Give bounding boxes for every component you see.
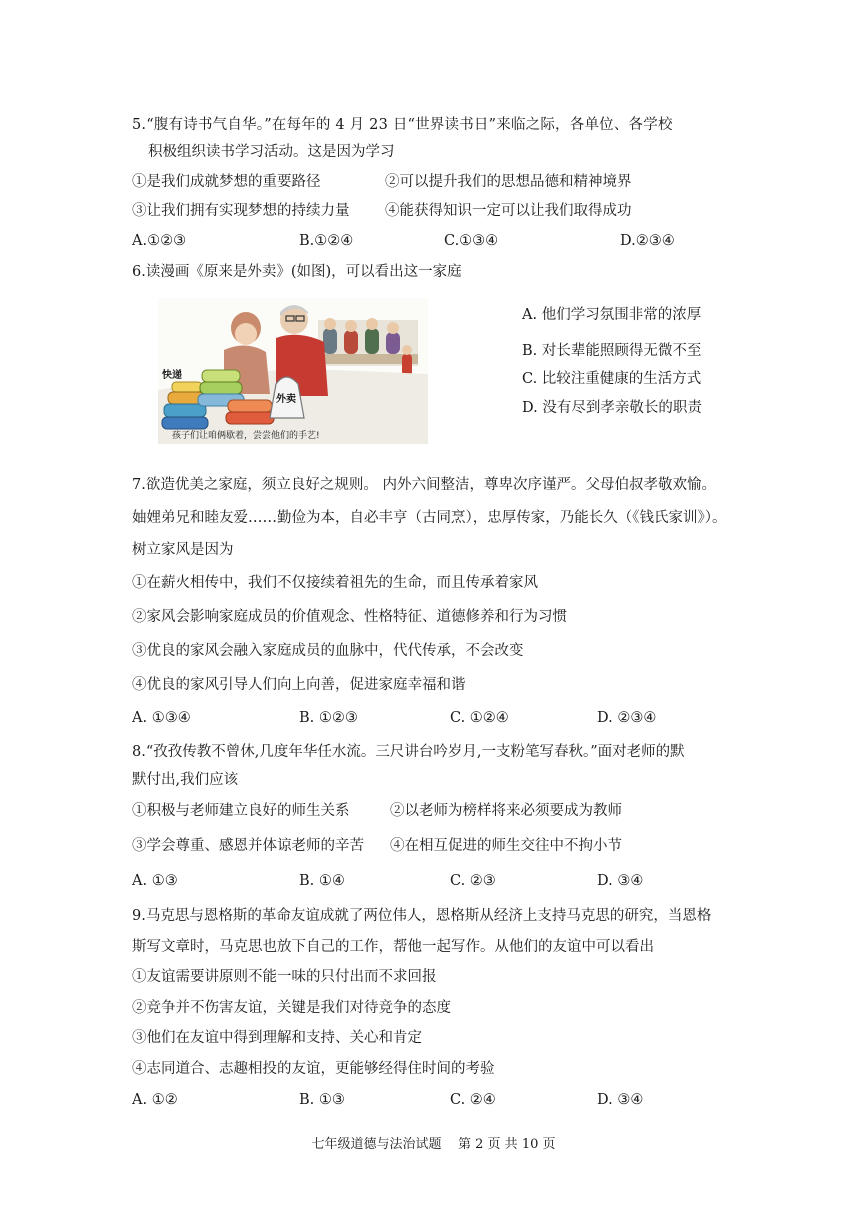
q5-option-c: C.①③④ bbox=[444, 233, 499, 249]
q8-option-c: C. ②③ bbox=[450, 873, 496, 889]
page-footer: 七年级道德与法治试题 第 2 页 共 10 页 bbox=[311, 1137, 556, 1152]
q7-options bbox=[0, 708, 867, 728]
q8-statement-4: ④在相互促进的师生交往中不拘小节 bbox=[390, 838, 622, 854]
q7-option-d: D. ②③④ bbox=[597, 710, 657, 726]
q8-option-a: A. ①③ bbox=[132, 873, 178, 889]
q5-option-a: A.①②③ bbox=[132, 233, 187, 249]
q6-option-c: C. 比较注重健康的生活方式 bbox=[522, 371, 702, 387]
q9-option-d: D. ③④ bbox=[597, 1092, 644, 1108]
q9-option-c: C. ②④ bbox=[450, 1092, 496, 1108]
q6-option-b: B. 对长辈能照顾得无微不至 bbox=[522, 343, 702, 359]
q8-statement-2: ②以老师为榜样将来必须要成为教师 bbox=[390, 803, 622, 819]
q5-options bbox=[0, 231, 867, 251]
q6-option-d: D. 没有尽到孝亲敬长的职责 bbox=[522, 400, 702, 416]
q7-statement-4: ④优良的家风引导人们向上向善，促进家庭幸福和谐 bbox=[132, 677, 466, 693]
q7-statement-2: ②家风会影响家庭成员的价值观念、性格特征、道德修养和行为习惯 bbox=[132, 609, 567, 625]
q5-option-b: B.①②④ bbox=[299, 233, 354, 249]
q5-stem-line1: 5.“腹有诗书气自华。”在每年的 4 月 23 日“世界读书日”来临之际，各单位、各学校 bbox=[132, 117, 673, 133]
q5-statement-2: ②可以提升我们的思想品德和精神境界 bbox=[385, 174, 632, 190]
q8-option-d: D. ③④ bbox=[597, 873, 644, 889]
q7-statement-1: ①在薪火相传中，我们不仅接续着祖先的生命，而且传承着家风 bbox=[132, 575, 538, 591]
q8-stem-line1: 8.“孜孜传教不曾休,几度年华任水流。三尺讲台吟岁月,一支粉笔写春秋。”面对老师的默 bbox=[132, 744, 685, 760]
q9-statement-1: ①友谊需要讲原则不能一味的只付出而不求回报 bbox=[132, 969, 437, 985]
q6-option-a: A. 他们学习氛围非常的浓厚 bbox=[522, 307, 702, 323]
q9-option-a: A. ①② bbox=[132, 1092, 178, 1108]
q7-stem-line1: 7.欲造优美之家庭，须立良好之规则。 内外六间整洁，尊卑次序谨严。父母伯叔孝敬欢愉。 bbox=[132, 477, 716, 493]
q9-statement-3: ③他们在友谊中得到理解和支持、关心和肯定 bbox=[132, 1030, 422, 1046]
q9-stem-line1: 9.马克思与恩格斯的革命友谊成就了两位伟人，恩格斯从经济上支持马克思的研究，当恩格 bbox=[132, 908, 712, 924]
q6-cartoon-image bbox=[158, 298, 428, 444]
q7-stem-line2: 妯娌弟兄和睦友爱……勤俭为本，自必丰亨（古同烹），忠厚传家，乃能长久（《钱氏家训》）。 bbox=[132, 510, 727, 526]
q6-stem: 6.读漫画《原来是外卖》(如图)，可以看出这一家庭 bbox=[132, 264, 462, 280]
q7-option-b: B. ①②③ bbox=[299, 710, 358, 726]
q5-stem-line2: 积极组织读书学习活动。这是因为学习 bbox=[148, 144, 395, 160]
q8-stem-line2: 默付出,我们应该 bbox=[132, 772, 239, 788]
q7-option-c: C. ①②④ bbox=[450, 710, 509, 726]
label-takeout: 外卖 bbox=[276, 394, 296, 405]
q5-statement-3: ③让我们拥有实现梦想的持续力量 bbox=[132, 203, 350, 219]
q8-statement-3: ③学会尊重、感恩并体谅老师的辛苦 bbox=[132, 838, 364, 854]
q8-options bbox=[0, 871, 867, 891]
q8-statement-1: ①积极与老师建立良好的师生关系 bbox=[132, 803, 350, 819]
q5-option-d: D.②③④ bbox=[620, 233, 675, 249]
q7-stem-line3: 树立家风是因为 bbox=[132, 542, 234, 558]
q9-statement-2: ②竞争并不伤害友谊，关键是我们对待竞争的态度 bbox=[132, 1000, 451, 1016]
q9-options bbox=[0, 1090, 867, 1110]
q7-statement-3: ③优良的家风会融入家庭成员的血脉中，代代传承，不会改变 bbox=[132, 643, 524, 659]
q5-statement-4: ④能获得知识一定可以让我们取得成功 bbox=[385, 203, 632, 219]
q9-option-b: B. ①③ bbox=[299, 1092, 345, 1108]
q9-stem-line2: 斯写文章时，马克思也放下自己的工作，帮他一起写作。从他们的友谊中可以看出 bbox=[132, 939, 654, 955]
q8-option-b: B. ①④ bbox=[299, 873, 345, 889]
q6-cartoon-caption: 孩子们让咱俩歇着，尝尝他们的手艺! bbox=[172, 431, 320, 441]
label-express: 快递 bbox=[162, 370, 182, 381]
q5-statement-1: ①是我们成就梦想的重要路径 bbox=[132, 174, 321, 190]
q7-option-a: A. ①③④ bbox=[132, 710, 191, 726]
q9-statement-4: ④志同道合、志趣相投的友谊，更能够经得住时间的考验 bbox=[132, 1061, 495, 1077]
